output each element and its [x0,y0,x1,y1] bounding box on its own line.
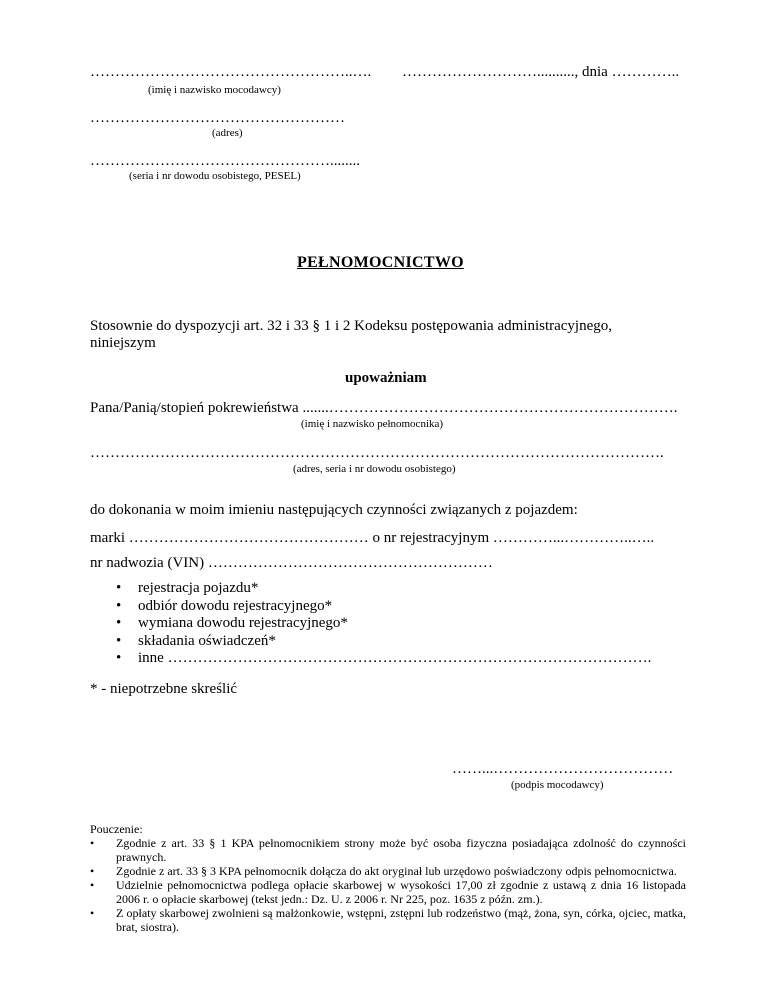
grantor-name-caption: (imię i nazwisko mocodawcy) [148,84,281,96]
footnote: * - niepotrzebne skreślić [90,681,238,697]
notice-item: • Z opłaty skarbowej zwolnieni są małżonkowie, wstępni, zstępni lub rodzeństwo (mąż, żona, syn, córka, ojciec, matka, brat, siostra). [90,906,686,934]
place-date-line: ……………………….........., dnia ………….. [402,64,680,80]
notice-section [90,822,686,934]
proxy-name-caption: (imię i nazwisko pełnomocnika) [301,418,444,430]
signature-line: ……...……………………………… [452,761,674,777]
notice-list [90,836,686,934]
grantor-address-line: …………………………………………… [90,110,345,126]
action-item: • inne ……………………………………………………………………………………. [116,650,651,668]
vehicle-make-registration-line: marki ………………………………………… o nr rejestracyjnym …………...…………..….. [90,530,655,546]
grantor-name-line: ……………………………………………..…. [90,64,372,80]
vehicle-vin-line: nr nadwozia (VIN) ………………………………………………… [90,555,493,571]
notice-item: • Udzielnie pełnomocnictwa podlega opłacie skarbowej w wysokości 17,00 zł zgodnie z ustawą z dnia 16 listopada 2006 r. o opłacie skarbowej (tekst jedn.: Dz. U. z 2006 r. Nr 225, poz. 1635 z późn. zm.). [90,878,686,906]
intro-line-1: Stosownie do dyspozycji art. 32 i 33 § 1 i 2 Kodeksu postępowania administracyjnego, [90,318,613,334]
action-item: • składania oświadczeń* [116,633,651,651]
proxy-address-caption: (adres, seria i nr dowodu osobistego) [293,463,456,475]
grantor-id-line: …………………………………………........ [90,153,360,169]
action-item: • wymiana dowodu rejestracyjnego* [116,615,651,633]
action-list [116,580,651,668]
proxy-name-line: Pana/Panią/stopień pokrewieństwa .......……………………………………………………………. [90,400,678,416]
intro-line-2: niniejszym [90,335,156,351]
notice-item: • Zgodnie z art. 33 § 1 KPA pełnomocnikiem strony może być osoba fizyczna posiadająca zdolność do czynności prawnych. [90,836,686,864]
actions-intro: do dokonania w moim imieniu następujących czynności związanych z pojazdem: [90,502,578,518]
proxy-address-line: ……………………………………………………………………………………………………. [90,445,664,461]
action-item: • odbiór dowodu rejestracyjnego* [116,598,651,616]
grantor-address-caption: (adres) [212,127,243,139]
authorize-heading: upoważniam [345,370,427,386]
grantor-id-caption: (seria i nr dowodu osobistego, PESEL) [129,170,301,182]
document-title: PEŁNOMOCNICTWO [297,254,464,271]
notice-heading: Pouczenie: [90,822,143,836]
notice-item: • Zgodnie z art. 33 § 3 KPA pełnomocnik dołącza do akt oryginał lub urzędowo poświadczony odpis pełnomocnictwa. [90,864,686,878]
signature-caption: (podpis mocodawcy) [511,779,604,791]
action-item: • rejestracja pojazdu* [116,580,651,598]
